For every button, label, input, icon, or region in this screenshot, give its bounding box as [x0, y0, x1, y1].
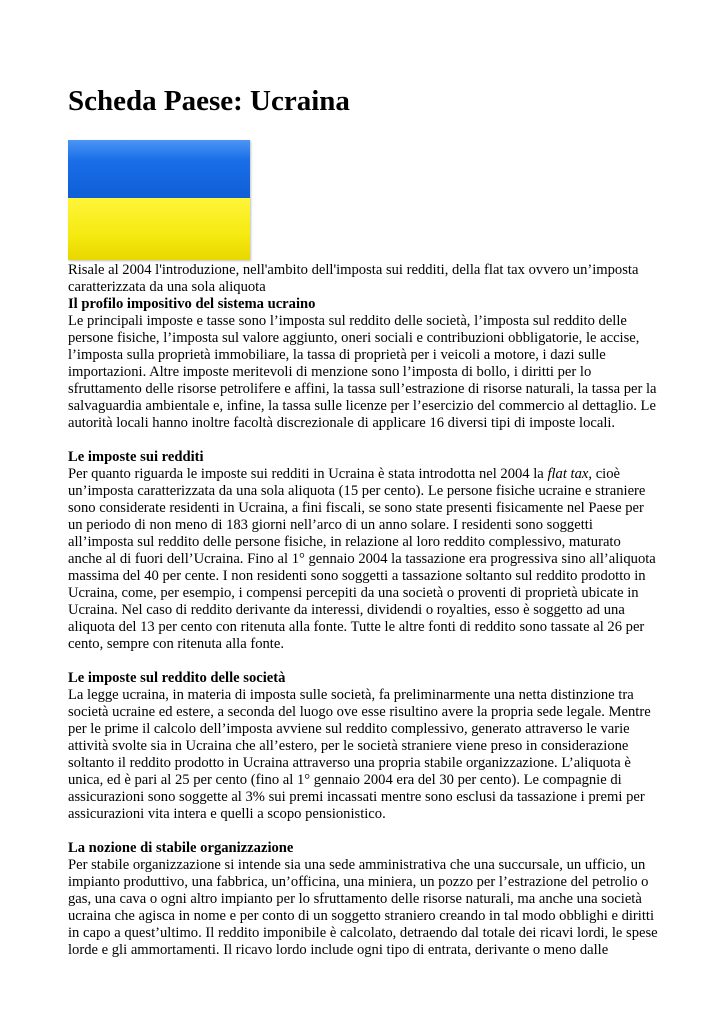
document-page	[68, 84, 658, 959]
intro-paragraph: Risale al 2004 l'introduzione, nell'ambito dell'imposta sui redditi, della flat tax ovvero un’imposta caratterizzata da una sola aliquota	[68, 262, 639, 295]
document-body	[68, 262, 658, 959]
section-body-redditi	[68, 466, 658, 653]
section-body-profilo: Le principali imposte e tasse sono l’imposta sul reddito delle società, l’imposta sul reddito delle persone fisiche, l’imposta sul valore aggiunto, oneri sociali e contribuzioni obbligatorie, le accise, l’imposta sulla proprietà immobiliare, la tassa di proprietà per i veicoli a motore, i dazi sulle importazioni. Altre imposte meritevoli di menzione sono l’imposta di bollo, i diritti per lo sfruttamento delle risorse petrolifere e affini, la tassa sull’estrazione di risorse naturali, la tassa per la salvaguardia ambientale e, infine, la tassa sulle licenze per l’esercizio del commercio al dettaglio. Le autorità locali hanno inoltre facoltà discrezionale di applicare 16 diversi tipi di imposte locali.	[68, 313, 657, 431]
redditi-text-end: , cioè un’imposta caratterizzata da una sola aliquota (15 per cento). Le persone fisiche ucraine e straniere sono considerate residenti in Ucraina, a fini fiscali, se sono state presenti fisicamente nel Paese per un periodo di non meno di 183 giorni nell’arco di un anno solare. I residenti sono soggetti all’imposta sul reddito delle persone fisiche, in relazione al loro reddito complessivo, maturato anche al di fuori dell’Ucraina. Fino al 1° gennaio 2004 la tassazione era progressiva sino all’aliquota massima del 40 per cente. I non residenti sono soggetti a tassazione soltanto sul reddito prodotto in Ucraina, come, per esempio, i compensi percepiti da una società o proventi di proprietà ubicate in Ucraina. Nel caso di reddito derivante da interessi, dividendi o royalties, esso è soggetto ad una aliquota del 13 per cento con ritenuta alla fonte. Tutte le altre fonti di reddito sono tassate al 26 per cento, sempre con ritenuta alla fonte.	[68, 466, 656, 652]
section-heading-profilo: Il profilo impositivo del sistema ucraino	[68, 296, 316, 312]
page-title: Scheda Paese: Ucraina	[68, 85, 350, 117]
redditi-text-start: Per quanto riguarda le imposte sui redditi in Ucraina è stata introdotta nel 2004 la	[68, 466, 548, 482]
flag-yellow-stripe	[68, 198, 250, 260]
flat-tax-emphasis: flat tax	[547, 466, 589, 482]
paragraph-gap	[68, 432, 658, 449]
section-heading-stabile: La nozione di stabile organizzazione	[68, 840, 294, 856]
section-body-stabile: Per stabile organizzazione si intende sia una sede amministrativa che una succursale, un ufficio, un impianto produttivo, una fabbrica, un’officina, una miniera, un pozzo per l’estrazione del petrolio o gas, una cava o ogni altro impianto per lo sfruttamento delle risorse naturali, ma anche una società ucraina che agisca in nome e per conto di un soggetto straniero creando in tal modo obblighi e diritti in capo a quest’ultimo. Il reddito imponibile è calcolato, detraendo dal totale dei ricavi lordi, le spese lorde e gli ammortamenti. Il ricavo lordo include ogni tipo di entrata, derivante o meno dalle	[68, 857, 658, 958]
section-body-societa: La legge ucraina, in materia di imposta sulle società, fa preliminarmente una netta distinzione tra società ucraine ed estere, a seconda del luogo ove esse risultino avere la propria sede legale. Mentre per le prime il calcolo dell’imposta avviene sul reddito complessivo, generato attraverso le varie attività svolte sia in Ucraina che all’estero, per le società straniere viene preso in considerazione soltanto il reddito prodotto in Ucraina attraverso una propria stabile organizzazione. L’aliquota è unica, ed è pari al 25 per cento (fino al 1° gennaio 2004 era del 30 per cento). Le compagnie di assicurazioni sono soggette al 3% sui premi incassati mentre sono esclusi da tassazione i premi per assicurazioni vita intera e quelli a scopo pensionistico.	[68, 687, 651, 822]
paragraph-gap	[68, 823, 658, 840]
flag-blue-stripe	[68, 140, 250, 198]
section-heading-redditi: Le imposte sui redditi	[68, 449, 204, 465]
section-heading-societa: Le imposte sul reddito delle società	[68, 670, 286, 686]
flag-ukraine-image	[68, 140, 250, 260]
paragraph-gap	[68, 653, 658, 670]
